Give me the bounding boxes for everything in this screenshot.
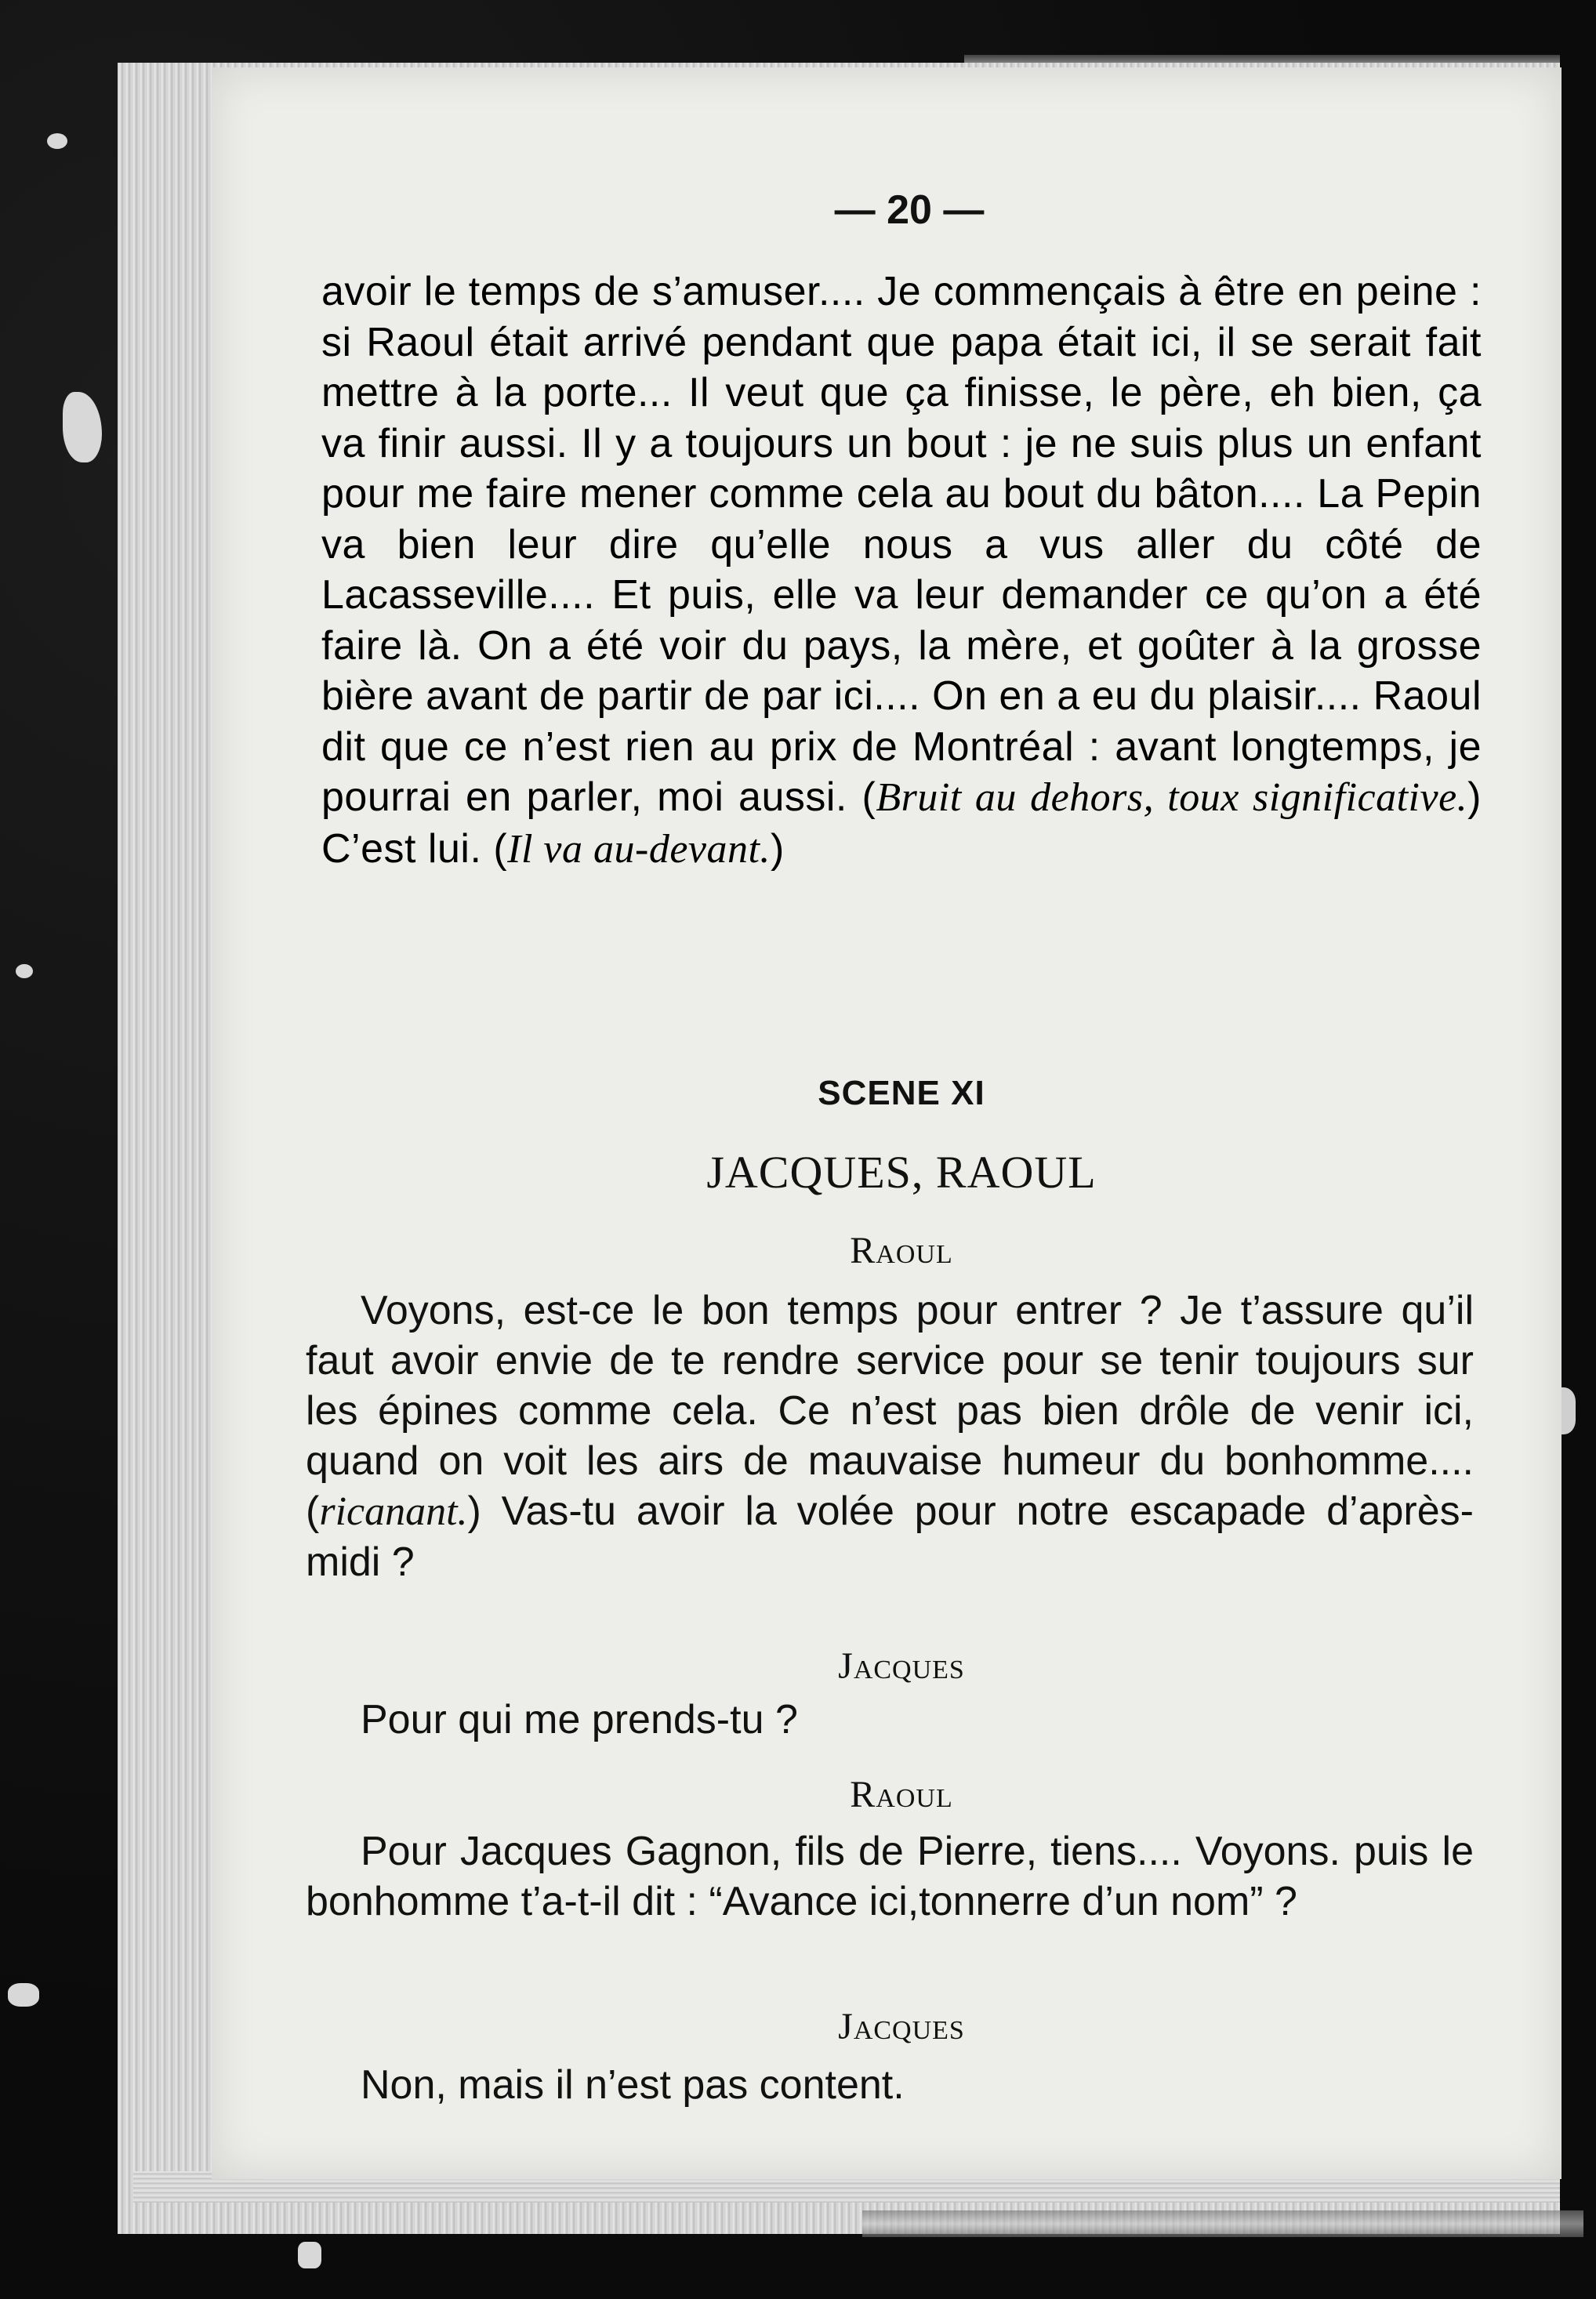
speaker-name: Jacques <box>838 1645 965 1687</box>
dialogue-text: Voyons, est-ce le bon temps pour entrer ? Je t’assure qu’il faut avoir envie de te rendre service pour se tenir toujours sur les épines comme cela. Ce n’est pas bien drôle de venir ici, quand on voit les airs de mauvaise humeur du bonhomme.... ( <box>306 1288 1474 1534</box>
dialogue-line <box>306 1826 1474 1927</box>
speaker-name: Raoul <box>850 1774 953 1815</box>
speaker-name: Jacques <box>838 2006 965 2047</box>
stage-direction: Bruit au dehors, toux significative. <box>876 775 1468 820</box>
speck <box>8 1983 39 2007</box>
paragraph-monologue <box>321 267 1482 875</box>
speck <box>298 2242 321 2268</box>
stage-direction: Il va au-devant. <box>507 826 771 872</box>
dialogue-text: Pour Jacques Gagnon, fils de Pierre, tiens.... Voyons. puis le bonhomme t’a-t-il dit : “Avance ici,tonnerre d’un nom” ? <box>306 1829 1474 1924</box>
scan-edge-strip-bottom <box>862 2210 1583 2237</box>
stage-direction: ricanant. <box>319 1489 468 1534</box>
speck <box>47 133 67 149</box>
speaker-name: Raoul <box>850 1230 953 1271</box>
dialogue-line <box>306 2060 1474 2110</box>
monologue-text: avoir le temps de s’amuser.... Je commençais à être en peine : si Raoul était arrivé pendant que papa était ici, il se serait fait mettre à la porte... Il veut que ça finisse, le père, eh bien, ça va finir aussi. Il y a toujours un bout : je ne suis plus un enfant pour me faire mener comme cela au bout du bâton.... La Pepin va bien leur dire qu’elle nous a vus aller du côté de Lacasseville.... Et puis, elle va leur demander ce qu’on a été faire là. On a été voir du pays, la mère, et goûter à la grosse bière avant de partir de par ici.... On en a eu du plaisir.... Raoul dit que ce n’est rien au prix de Montréal : avant longtemps, je pourrai en parler, moi aussi. ( <box>321 269 1482 820</box>
page-number: — 20 — <box>834 187 985 233</box>
scene-heading: SCENE XI <box>818 1074 985 1112</box>
dialogue-text: Non, mais il n’est pas content. <box>361 2062 905 2108</box>
dialogue-line <box>306 1695 1474 1745</box>
dialogue-line <box>306 1285 1474 1587</box>
scene-characters: JACQUES, RAOUL <box>706 1147 1097 1198</box>
dialogue-text-cont: ) Vas-tu avoir la volée pour notre escapade d’après-midi ? <box>306 1489 1474 1585</box>
monologue-text-cont: ) C’est lui. ( <box>321 774 1482 872</box>
dialogue-text: Pour qui me prends-tu ? <box>361 1697 798 1742</box>
monologue-text-end: ) <box>770 825 785 872</box>
speck <box>16 964 33 978</box>
